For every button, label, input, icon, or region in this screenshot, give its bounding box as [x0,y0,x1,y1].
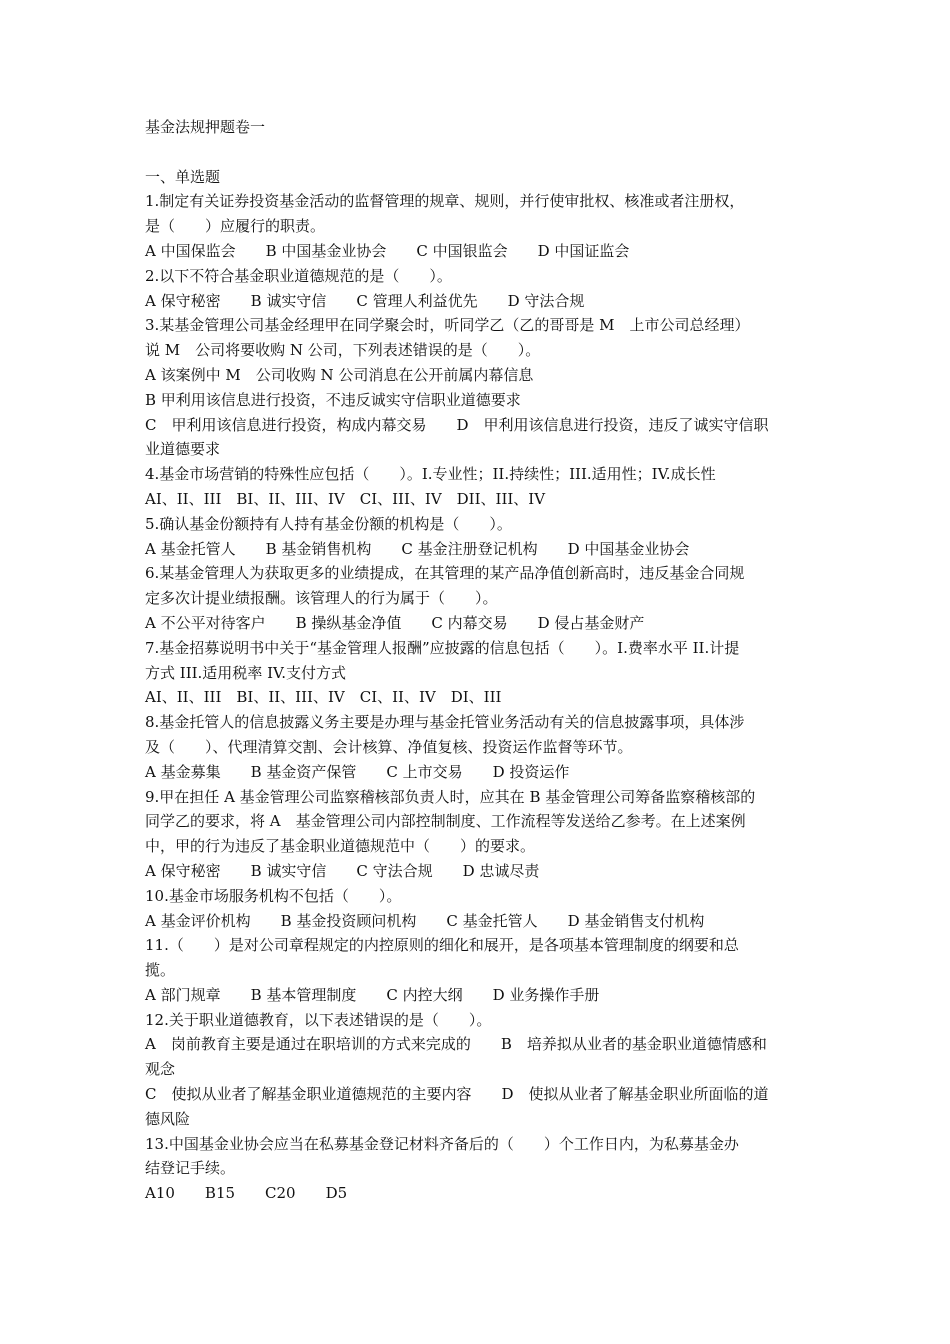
question-item [145,313,815,462]
question-stem-line: 中，甲的行为违反了基金职业道德规范中（ ）的要求。 [145,837,536,856]
answer-options-line: 业道德要求 [145,440,221,459]
question-item [145,933,815,1007]
answer-options [145,1181,815,1206]
answer-options [145,537,815,562]
question-item [145,785,815,884]
answer-options-line: B 甲利用该信息进行投资，不违反诚实守信职业道德要求 [145,390,521,409]
question-stem-line: 定多次计提业绩报酬。该管理人的行为属于（ ）。 [145,589,498,608]
question-stem-line: 方式 III.适用税率 IV.支付方式 [145,663,346,682]
question-stem [145,189,815,239]
answer-options [145,859,815,884]
answer-options-line: A 基金托管人 B 基金销售机构 C 基金注册登记机构 D 中国基金业协会 [145,539,690,558]
question-stem-line: 揽。 [145,961,176,980]
question-stem [145,1008,815,1033]
answer-options [145,983,815,1008]
question-item [145,264,815,314]
answer-options [145,239,815,264]
question-stem-line: 8.基金托管人的信息披露义务主要是办理与基金托管业务活动有关的信息披露事项，具体涉 [145,713,745,732]
answer-options-line: C 使拟从业者了解基金职业道德规范的主要内容 D 使拟从业者了解基金职业所面临的道 [145,1085,769,1104]
question-stem [145,512,815,537]
answer-options-line: A 部门规章 B 基本管理制度 C 内控大纲 D 业务操作手册 [145,985,600,1004]
question-stem-line: 13.中国基金业协会应当在私募基金登记材料齐备后的（ ）个工作日内，为私募基金办 [145,1134,739,1153]
question-item [145,1132,815,1206]
question-stem-line: 2.以下不符合基金职业道德规范的是（ ）。 [145,266,452,285]
question-stem-line: 4.基金市场营销的特殊性应包括（ ）。I.专业性；II.持续性；III.适用性；IV.成长性 [145,465,716,484]
answer-options-line: A 基金募集 B 基金资产保管 C 上市交易 D 投资运作 [145,762,570,781]
answer-options-line: A 保守秘密 B 诚实守信 C 守法合规 D 忠诚尽责 [145,861,540,880]
answer-options [145,685,815,710]
question-stem-line: 7.基金招募说明书中关于“基金管理人报酬”应披露的信息包括（ ）。I.费率水平 II.计提 [145,638,740,657]
answer-options-line: A 不公平对待客户 B 操纵基金净值 C 内幕交易 D 侵占基金财产 [145,613,645,632]
question-stem-line: 10.基金市场服务机构不包括（ ）。 [145,886,402,905]
answer-options-line: C 甲利用该信息进行投资，构成内幕交易 D 甲利用该信息进行投资，违反了诚实守信职 [145,415,769,434]
answer-options-line: A 该案例中 M 公司收购 N 公司消息在公开前属内幕信息 [145,365,534,384]
section-title: 一、单选题 [145,167,221,186]
question-stem-line: 说 M 公司将要收购 N 公司，下列表述错误的是（ ）。 [145,341,541,360]
question-item [145,512,815,562]
answer-options-line: A 中国保监会 B 中国基金业协会 C 中国银监会 D 中国证监会 [145,241,630,260]
answer-options-line: 观念 [145,1060,176,1079]
question-stem-line: 5.确认基金份额持有人持有基金份额的机构是（ ）。 [145,514,512,533]
question-stem [145,884,815,909]
answer-options-line: AI、II、III BI、II、III、IV CI、III、IV DII、III、IV [145,489,546,508]
question-item [145,1008,815,1132]
question-stem-line: 11.（ ）是对公司章程规定的内控原则的细化和展开，是各项基本管理制度的纲要和总 [145,936,739,955]
question-stem-line: 1.制定有关证券投资基金活动的监督管理的规章、规则，并行使审批权、核准或者注册权， [145,192,745,211]
question-item [145,561,815,635]
question-item [145,636,815,710]
question-stem [145,264,815,289]
question-stem-line: 9.甲在担任 A 基金管理公司监察稽核部负责人时，应其在 B 基金管理公司筹备监察稽核部的 [145,787,756,806]
question-list [145,189,815,1206]
question-stem [145,1132,815,1182]
document-page [145,115,815,1206]
question-stem [145,933,815,983]
answer-options-line: A10 B15 C20 D5 [145,1184,348,1203]
answer-options [145,363,815,462]
question-stem [145,462,815,487]
answer-options [145,611,815,636]
answer-options-line: AI、II、III BI、II、III、IV CI、II、IV DI、III [145,688,502,707]
question-stem-line: 是（ ）应履行的职责。 [145,217,326,236]
answer-options [145,487,815,512]
question-item [145,462,815,512]
question-stem [145,561,815,611]
question-stem-line: 结登记手续。 [145,1159,236,1178]
answer-options-line: A 保守秘密 B 诚实守信 C 管理人利益优先 D 守法合规 [145,291,585,310]
answer-options [145,909,815,934]
answer-options [145,760,815,785]
answer-options-line: 德风险 [145,1109,191,1128]
question-stem-line: 12.关于职业道德教育，以下表述错误的是（ ）。 [145,1010,492,1029]
question-item [145,189,815,263]
blank-line [145,140,815,165]
document-title: 基金法规押题卷一 [145,118,266,136]
answer-options [145,1032,815,1131]
answer-options-line: A 基金评价机构 B 基金投资顾问机构 C 基金托管人 D 基金销售支付机构 [145,911,705,930]
question-stem-line: 3.某基金管理公司基金经理甲在同学聚会时，听同学乙（乙的哥哥是 M 上市公司总经理） [145,316,750,335]
question-stem-line: 6.某基金管理人为获取更多的业绩提成，在其管理的某产品净值创新高时，违反基金合同规 [145,564,745,583]
question-stem [145,636,815,686]
question-stem [145,785,815,859]
question-stem [145,313,815,363]
answer-options-line: A 岗前教育主要是通过在职培训的方式来完成的 B 培养拟从业者的基金职业道德情感和 [145,1035,767,1054]
question-stem-line: 及（ ）、代理清算交割、会计核算、净值复核、投资运作监督等环节。 [145,737,633,756]
question-stem-line: 同学乙的要求，将 A 基金管理公司内部控制制度、工作流程等发送给乙参考。在上述案例 [145,812,746,831]
question-item [145,884,815,934]
question-item [145,710,815,784]
question-stem [145,710,815,760]
answer-options [145,289,815,314]
